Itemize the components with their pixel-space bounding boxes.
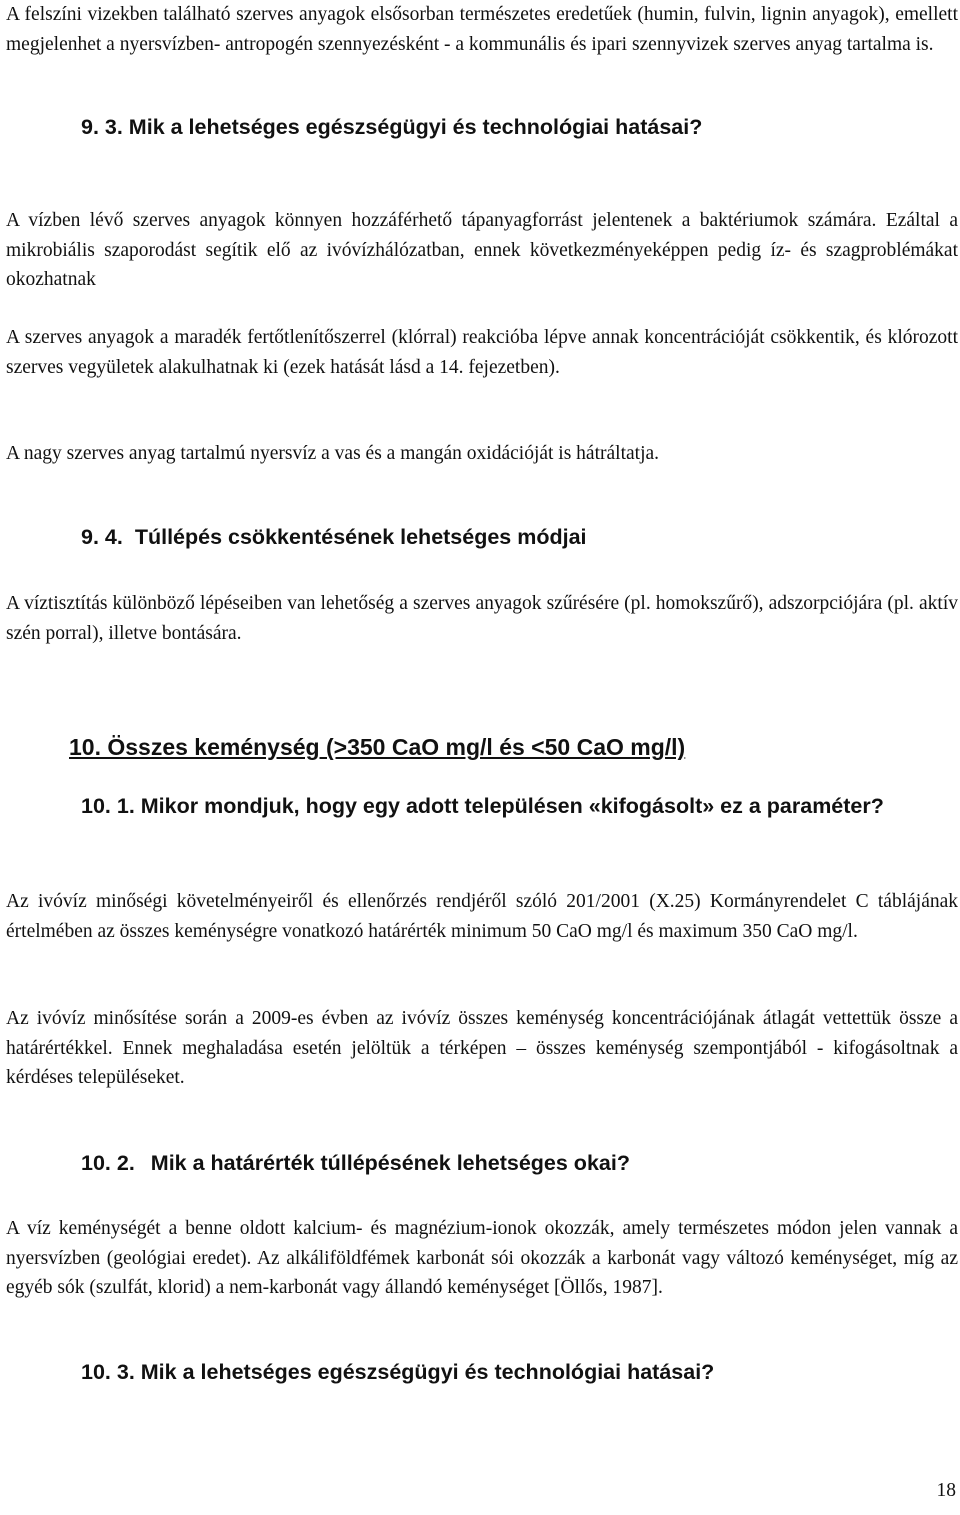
paragraph-chlorine-reaction: A szerves anyagok a maradék fertőtlenítőszerrel (klórral) reakcióba lépve annak koncentrációját csökkentik, és klórozott szerves vegyületek alakulhatnak ki (ezek hatását lásd a 14. fejezetben). xyxy=(6,327,958,378)
heading-10-3: 10. 3. Mik a lehetséges egészségügyi és technológiai hatásai? xyxy=(81,1360,715,1384)
paragraph-iron-manganese: A nagy szerves anyag tartalmú nyersvíz a vas és a mangán oxidációját is hátráltatja. xyxy=(6,443,660,464)
heading-10-1: 10. 1. Mikor mondjuk, hogy egy adott településen «kifogásolt» ez a paraméter? xyxy=(81,794,884,818)
paragraph-bacteria-nutrients: A vízben lévő szerves anyagok könnyen hozzáférhető tápanyagforrást jelentenek a baktériumok számára. Ezáltal a mikrobiális szaporodást segítik elő az ivóvízhálózatban, ennek következményeképpen pedig íz- és szagproblémákat okozhatnak xyxy=(6,210,958,290)
page-number: 18 xyxy=(936,1480,956,1501)
heading-10-2-number: 10. 2. xyxy=(81,1151,135,1175)
heading-9-3: 9. 3. Mik a lehetséges egészségügyi és technológiai hatásai? xyxy=(81,115,703,139)
paragraph-qualification-2009: Az ivóvíz minősítése során a 2009-es évben az ivóvíz összes keménység koncentrációjának átlagát vettettük össze a határértékkel. Ennek meghaladása esetén jelöltük a térképen – összes keménység szempontjából - kifogásoltnak a kérdéses településeket. xyxy=(6,1008,958,1088)
heading-9-4 xyxy=(81,522,587,552)
heading-10-2 xyxy=(81,1148,630,1178)
heading-10 xyxy=(69,732,685,762)
paragraph-organic-matter-sources: A felszíni vizekben található szerves anyagok elsősorban természetes eredetűek (humin, fulvin, lignin anyagok), emellett megjelenhet a nyersvízben- antropogén szennyezésként - a kommunális és ipari szennyvizek szerves anyag tartalma is. xyxy=(6,4,958,55)
heading-10-text: 10. Összes keménység (>350 CaO mg/l és <50 CaO mg/l) xyxy=(69,734,686,760)
paragraph-hardness-causes: A víz keménységét a benne oldott kalcium- és magnézium-ionok okozzák, amely természetes módon jelen vannak a nyersvízben (geológiai eredet). Az alkáliföldfémek karbonát sói okozzák a karbonát vagy változó keménységet, míg az egyéb sók (szulfát, klorid) a nem-karbonát vagy állandó keménységet [Öllős, 1987]. xyxy=(6,1218,958,1298)
document-page xyxy=(6,0,958,1515)
heading-9-4-text: Túllépés csökkentésének lehetséges módjai xyxy=(134,525,587,549)
heading-10-2-text: Mik a határérték túllépésének lehetséges okai? xyxy=(150,1151,630,1175)
paragraph-regulation: Az ivóvíz minőségi követelményeiről és ellenőrzés rendjéről szóló 201/2001 (X.25) Kormányrendelet C táblájának értelmében az összes keménységre vonatkozó határérték minimum 50 CaO mg/l és maximum 350 CaO mg/l. xyxy=(6,891,958,942)
paragraph-treatment-steps: A víztisztítás különböző lépéseiben van lehetőség a szerves anyagok szűrésére (pl. homokszűrő), adszorpciójára (pl. aktív szén porral), illetve bontására. xyxy=(6,593,958,644)
heading-9-4-number: 9. 4. xyxy=(81,525,123,549)
